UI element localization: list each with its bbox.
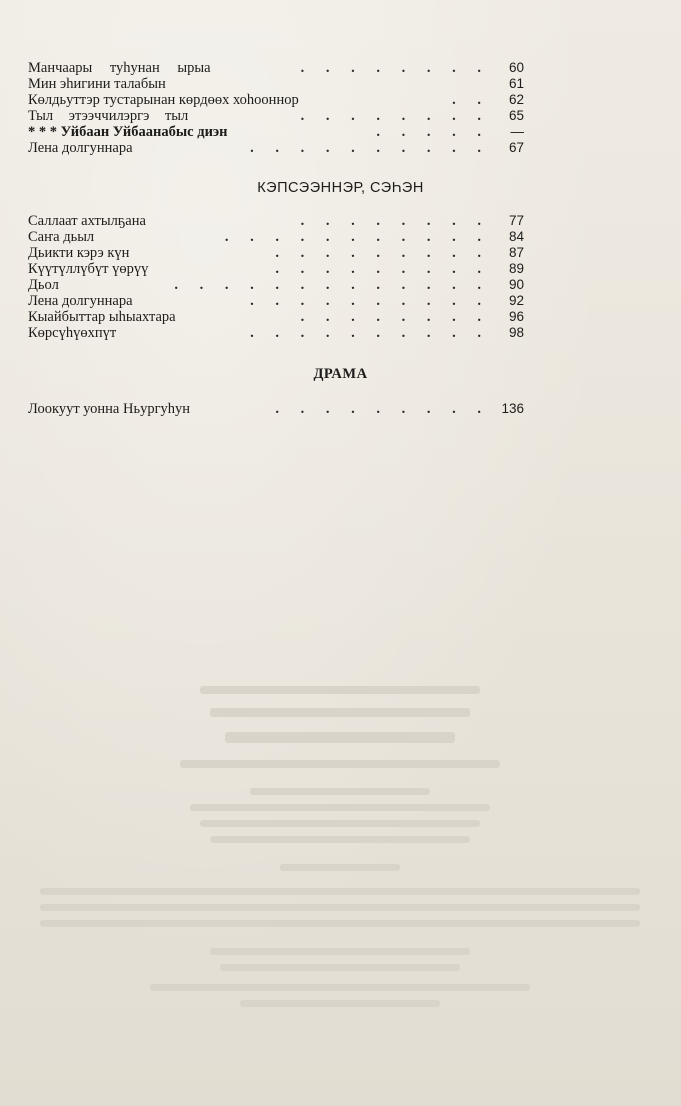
toc-entry-title: Көрсүһүөхпүт (28, 325, 117, 341)
toc-section-stories (28, 213, 524, 341)
toc-entry (28, 92, 524, 108)
toc-entry-page: 67 (508, 140, 524, 155)
toc-entry-title: Лоокуут уонна Ньургуһун (28, 401, 191, 417)
dot-leader: . . . . . . . . . (275, 401, 490, 417)
toc-entry (28, 277, 524, 293)
toc-entry (28, 401, 524, 417)
toc-entry-title: Манчаары туһунан ырыа (28, 60, 211, 76)
toc-entry-title: * * * Уйбаан Уйбаанабыс диэн (28, 124, 228, 140)
toc-entry (28, 261, 524, 277)
toc-entry-page: 96 (508, 309, 524, 324)
section-heading-stories: КЭПСЭЭННЭР, СЭҺЭН (257, 180, 424, 196)
toc-entry-page: 89 (508, 261, 524, 276)
dot-leader: . . . . . . . . . (275, 245, 490, 261)
toc-entry (28, 213, 524, 229)
toc-entry-title: Дьол (28, 277, 59, 293)
toc-entry (28, 325, 524, 341)
toc-entry-page: 87 (508, 245, 524, 260)
dot-leader: . . . . . . . . (300, 108, 490, 124)
toc-entry-title: Саллаат ахтылҕана (28, 213, 146, 229)
toc-entry-page: 84 (508, 229, 524, 244)
toc-entry-page: 61 (508, 76, 524, 91)
toc-section-drama (28, 401, 524, 417)
dot-leader: . . . . . . . . . . (250, 293, 490, 309)
section-heading-drama: ДРАМА (313, 366, 368, 382)
toc-entry (28, 108, 524, 124)
dot-leader: . . . . . . . . . (275, 261, 490, 277)
toc-entry-page: — (510, 124, 524, 139)
toc-entry-title: Мин эһигини талабын (28, 76, 166, 92)
toc-entry-title: Кыайбыттар ыһыахтара (28, 309, 176, 325)
dot-leader: . . . . . . . . . . . . . (174, 277, 490, 293)
toc-entry (28, 60, 524, 76)
toc-entry (28, 140, 524, 156)
toc-entry-title: Тыл этээччилэргэ тыл (28, 108, 189, 124)
toc-entry (28, 309, 524, 325)
dot-leader: . . . . . . . . . . (250, 140, 490, 156)
toc-entry-page: 65 (508, 108, 524, 123)
toc-entry-title: Күүтүллүбүт үөрүү (28, 261, 149, 277)
toc-entry (28, 245, 524, 261)
toc-entry-page: 62 (508, 92, 524, 107)
toc-entry (28, 124, 524, 140)
toc-entry (28, 293, 524, 309)
toc-entry-page: 90 (508, 277, 524, 292)
dot-leader: . . . . . . . . (300, 213, 490, 229)
toc-entry-page: 77 (508, 213, 524, 228)
dot-leader: . . . . . . . . . . (250, 325, 490, 341)
toc-entry-page: 136 (501, 401, 524, 416)
dot-leader: . . . . . . . . (300, 60, 490, 76)
dot-leader: . . . . . (376, 124, 490, 140)
toc-section-poems (28, 60, 524, 156)
toc-entry-title: Саҥа дьыл (28, 229, 95, 245)
toc-entry-title: Дьикти кэрэ күн (28, 245, 130, 261)
toc-entry-page: 92 (508, 293, 524, 308)
toc-entry-page: 60 (508, 60, 524, 75)
bleed-through-imprint (40, 680, 640, 1010)
toc-entry-page: 98 (508, 325, 524, 340)
toc-entry-title: Көлдьуттэр тустарынан көрдөөх хоһооннор (28, 92, 299, 108)
toc-entry (28, 229, 524, 245)
toc-entry (28, 76, 524, 92)
dot-leader: . . . . . . . . (300, 309, 490, 325)
dot-leader: . . . . . . . . . . . (224, 229, 490, 245)
toc-entry-title: Лена долгуннара (28, 293, 133, 309)
dot-leader: . . (452, 92, 490, 108)
toc-entry-title: Лена долгуннара (28, 140, 133, 156)
